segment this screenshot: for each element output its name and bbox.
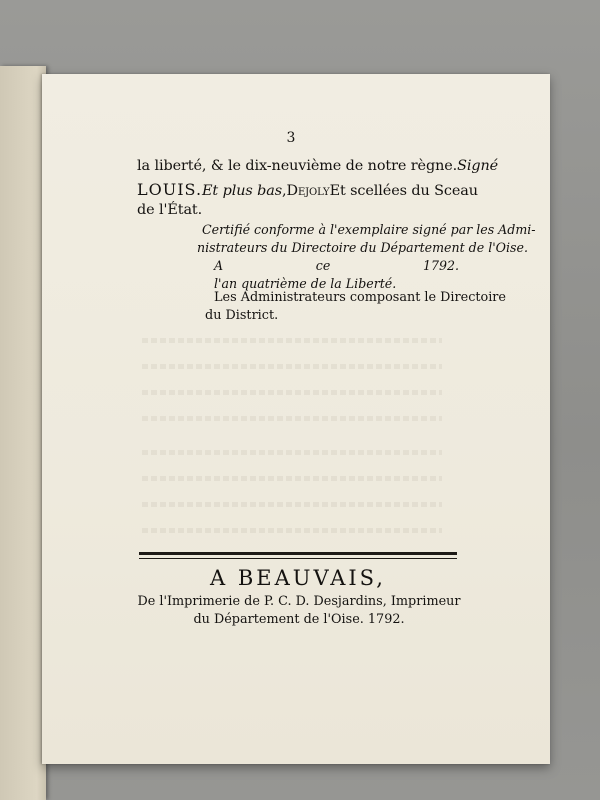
bleed-through-mark [142, 476, 442, 481]
bleed-through-mark [142, 416, 442, 421]
bleed-through-mark [142, 450, 442, 455]
certification-ce: ce [315, 258, 331, 273]
page-number: 3 [286, 130, 296, 146]
imprint-rule-thick [139, 552, 457, 555]
bleed-through-mark [142, 390, 442, 395]
imprint-city: A BEAUVAIS, [210, 566, 386, 590]
administrators-line-1: Les Administrateurs composant le Directoire [214, 290, 506, 305]
underlying-page-edge [0, 66, 46, 800]
imprint-rule-thin [139, 558, 457, 559]
king-name: LOUIS. [137, 180, 203, 199]
dejoly-name: Dejoly [286, 183, 330, 199]
administrators-line-2: du District. [205, 308, 279, 323]
body-line-2 [137, 180, 478, 199]
imprint-line-1: De l'Imprimerie de P. C. D. Desjardins, Imprimeur [137, 594, 461, 609]
certification-line-4: l'an quatrième de la Liberté. [214, 276, 397, 291]
certification-line-2: nistrateurs du Directoire du Département de l'Oise. [197, 240, 528, 255]
bleed-through-mark [142, 528, 442, 533]
and-below-label: Et plus bas [202, 183, 283, 199]
bleed-through-mark [142, 364, 442, 369]
certification-year: 1792. [422, 258, 459, 273]
document-page [42, 74, 550, 764]
signed-label: Signé [457, 158, 499, 174]
body-line-1-text: la liberté, & le dix-neuvième de notre règne. [137, 158, 458, 174]
certification-a: A [214, 258, 224, 273]
comma: , [282, 183, 287, 199]
body-line-1 [137, 158, 499, 174]
sealed-text: Et scellées du Sceau [329, 183, 478, 199]
imprint-line-2: du Département de l'Oise. 1792. [193, 612, 405, 627]
body-line-3: de l'État. [137, 202, 203, 218]
certification-line-3 [214, 258, 459, 273]
bleed-through-mark [142, 502, 442, 507]
certification-line-1: Certifié conforme à l'exemplaire signé par les Admi- [202, 222, 536, 237]
bleed-through-mark [142, 338, 442, 343]
